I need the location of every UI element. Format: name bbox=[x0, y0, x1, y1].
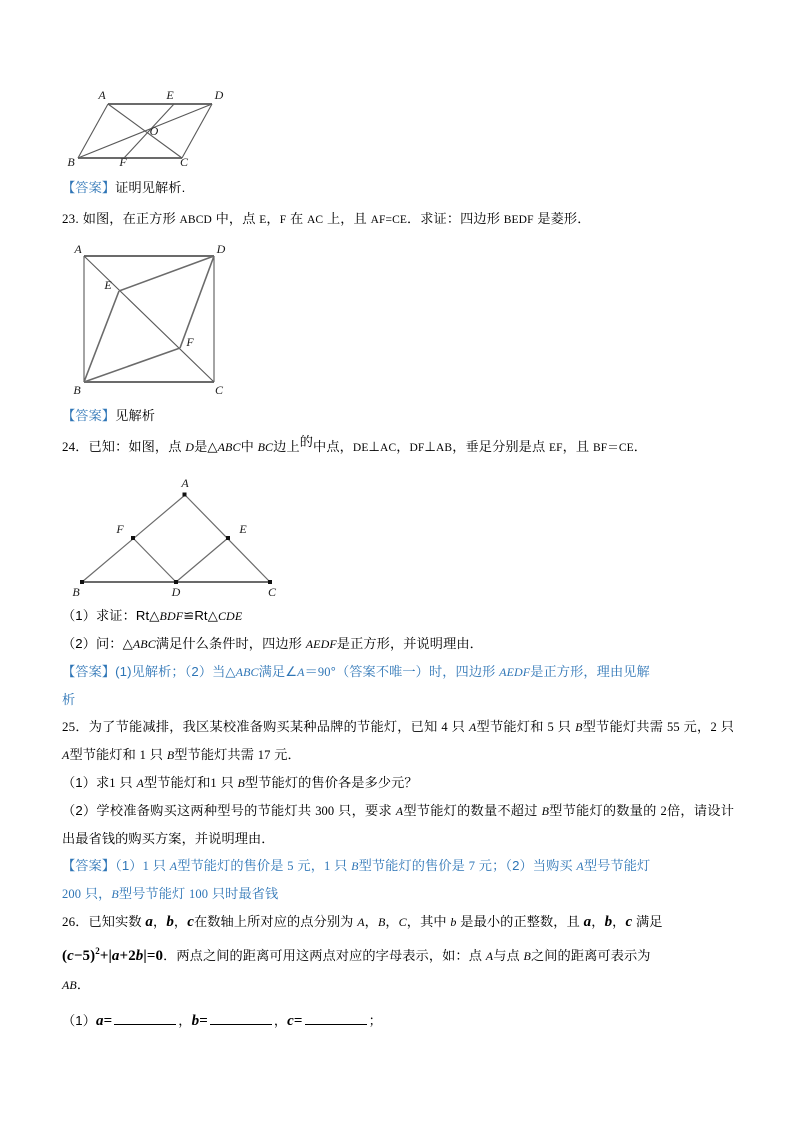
q25-t4: 只 bbox=[553, 719, 576, 734]
label-E: E bbox=[166, 88, 174, 102]
q25-t1: ．为了节能减排，我区某校准备购买某种品牌的节能灯，已知 bbox=[75, 719, 442, 734]
q26-t5: ， bbox=[364, 914, 378, 929]
q24s2-t2: 是正方形，并说明理由． bbox=[336, 636, 483, 651]
q25s1-t2: 型节能灯和 bbox=[143, 775, 211, 790]
q26-point-a2: A bbox=[485, 949, 494, 963]
q23-t1: . 如图，在正方形 bbox=[75, 211, 180, 226]
ans25-p5: 只 bbox=[330, 858, 352, 873]
ans24-p4: °（答案不唯一）时，四边形 bbox=[330, 664, 500, 679]
q24-t3: 中 bbox=[240, 439, 258, 454]
ans25-p13: 只时最省钱 bbox=[208, 886, 279, 901]
q26s1-eq1: = bbox=[103, 1013, 113, 1029]
q26-t14: 之间的距离可表示为 bbox=[530, 948, 651, 963]
ans25-p11: 型号节能灯 bbox=[118, 886, 190, 901]
q24-t9: ，垂足分别是点 bbox=[452, 439, 549, 454]
question-26-ab-line bbox=[62, 971, 734, 999]
q23-shape-abcd: ABCD bbox=[179, 214, 212, 226]
q23-t5: 上，且 bbox=[323, 211, 371, 226]
formula-close-paren: ) bbox=[90, 948, 96, 964]
answer-tag: 【答案】 bbox=[62, 664, 116, 679]
q26-t7: ，其中 bbox=[406, 914, 451, 929]
q23-t3: ， bbox=[266, 211, 280, 226]
q25-t3: 型节能灯和 bbox=[476, 719, 548, 734]
q25-n2: 5 bbox=[547, 720, 554, 734]
q26s1-semi: ； bbox=[368, 1013, 382, 1028]
q25s2-n1: 300 bbox=[315, 804, 335, 818]
figure-triangle-abc bbox=[62, 470, 734, 598]
label-D: D bbox=[214, 88, 224, 102]
q26-bvar: b bbox=[450, 915, 457, 929]
answer-line-23 bbox=[62, 402, 734, 429]
ans25-type-b: B bbox=[351, 859, 359, 873]
q25s1-n2: 1 bbox=[210, 776, 217, 790]
q26-var-b: b bbox=[166, 914, 174, 930]
q24s2-t1: 满足什么条件时，四边形 bbox=[155, 636, 306, 651]
q24-t2: 是△ bbox=[194, 439, 218, 454]
ans24-p6: 析 bbox=[62, 692, 76, 707]
question-number-23: 23 bbox=[62, 211, 76, 226]
ans25-qty-a: 200 bbox=[62, 887, 82, 901]
ans25-p3: 型节能灯的售价是 bbox=[177, 858, 288, 873]
q26-t12: ．两点之间的距离可用这两点对应的字母表示，如：点 bbox=[163, 948, 486, 963]
q25s2-t1: 只，要求 bbox=[334, 803, 396, 818]
q26-t4: 在数轴上所对应的点分别为 bbox=[193, 914, 358, 929]
vertex-dot-e bbox=[226, 536, 230, 540]
label-A: A bbox=[181, 476, 189, 490]
ans25-p2: 只 bbox=[148, 858, 170, 873]
q24-point-d: D bbox=[185, 440, 195, 454]
q24-perp-de: DE bbox=[352, 442, 369, 454]
q25s1-n1: 1 bbox=[109, 776, 116, 790]
q25s1-t3: 只 bbox=[216, 775, 238, 790]
q26-var-b2: b bbox=[604, 914, 613, 930]
q25-type-b2: B bbox=[166, 748, 175, 762]
q24-t11: ． bbox=[633, 439, 648, 454]
answer-blank-a[interactable] bbox=[114, 1012, 176, 1025]
question-23-text bbox=[62, 205, 734, 234]
q26-t3: ， bbox=[173, 914, 188, 929]
answer-text: 见解析 bbox=[115, 408, 156, 423]
q26-t13: 与点 bbox=[493, 948, 524, 963]
q25-n6: 17 bbox=[257, 748, 271, 762]
q24-t8: ⊥ bbox=[424, 439, 437, 454]
ans25-p8: 型号节能灯 bbox=[583, 858, 651, 873]
q24-triangle-abc: ABC bbox=[217, 440, 241, 454]
ans24-quad: AEDF bbox=[499, 665, 531, 679]
q24s1-t2: Rt△ bbox=[194, 608, 218, 623]
q24-segment-bc: BC bbox=[257, 440, 274, 454]
q25-n4: 2 bbox=[710, 720, 717, 734]
answer-line-25-cont bbox=[62, 880, 734, 908]
q25-n5: 1 bbox=[139, 748, 146, 762]
q26-point-b: B bbox=[377, 915, 386, 929]
answer-line-22 bbox=[62, 174, 734, 201]
q23-t6: ．求证：四边形 bbox=[406, 211, 504, 226]
label-F: F bbox=[186, 335, 194, 349]
question-24-text bbox=[62, 433, 734, 462]
formula-b: b bbox=[135, 948, 144, 964]
q24s1-bdf: BDF bbox=[159, 609, 184, 623]
q24-perp-ac: AC bbox=[380, 442, 397, 454]
q24-t1: ．已知：如图，点 bbox=[75, 439, 186, 454]
ans24-p2: 满足∠ bbox=[258, 664, 298, 679]
q23-condition: AF=CE bbox=[370, 214, 407, 226]
ans25-p6: 型节能灯的售价是 bbox=[358, 858, 469, 873]
q25-n3: 55 bbox=[667, 720, 680, 734]
vertex-dot-b bbox=[80, 580, 84, 584]
q24s2-quad: AEDF bbox=[305, 637, 337, 651]
q25-type-a: A bbox=[468, 720, 477, 734]
label-B: B bbox=[73, 383, 81, 396]
q25-type-a2: A bbox=[62, 748, 70, 762]
q25-t11: 元． bbox=[270, 747, 301, 762]
answer-tag: 【答案】 bbox=[62, 180, 116, 195]
q25-t8: 型节能灯和 bbox=[69, 747, 140, 762]
q25s2-prefix: （2）学校准备购买这两种型号的节能灯共 bbox=[62, 803, 316, 818]
q26s1-c2: ， bbox=[273, 1013, 288, 1028]
formula-c: c bbox=[67, 948, 74, 964]
q25s1-t4: 型节能灯的售价各是多少元？ bbox=[244, 775, 418, 790]
ans24-triangle: ABC bbox=[235, 665, 259, 679]
q25s1-type-a: A bbox=[136, 776, 144, 790]
answer-blank-c[interactable] bbox=[305, 1012, 367, 1025]
ans25-type-a2: A bbox=[576, 859, 584, 873]
label-A: A bbox=[98, 88, 106, 102]
q26-t8: 是最小的正整数，且 bbox=[456, 914, 584, 929]
formula-two: 2 bbox=[128, 948, 136, 964]
label-B: B bbox=[67, 155, 75, 168]
q26-t10: ， bbox=[612, 914, 626, 929]
q24-t10: ，且 bbox=[562, 439, 593, 454]
q26-var-a2: a bbox=[583, 914, 592, 930]
ans25-type-a: A bbox=[169, 859, 178, 873]
question-number-25: 25 bbox=[62, 719, 76, 734]
ans25-n3: 1 bbox=[323, 859, 331, 873]
question-26-text bbox=[62, 908, 734, 936]
ans24-angle: A bbox=[297, 665, 305, 679]
question-number-26: 26 bbox=[62, 914, 76, 929]
q26-t16: ． bbox=[76, 977, 91, 992]
q24s2-prefix: （2）问：△ bbox=[62, 636, 133, 651]
q26-t2: ， bbox=[153, 914, 167, 929]
label-D: D bbox=[216, 244, 226, 256]
question-number-24: 24 bbox=[62, 439, 76, 454]
document-content bbox=[62, 86, 734, 1035]
q25-t10: 型节能灯共需 bbox=[174, 747, 258, 762]
q23-shape-bedf: BEDF bbox=[503, 214, 534, 226]
q24s1-cong: ≌ bbox=[183, 608, 195, 623]
answer-tag: 【答案】 bbox=[62, 858, 116, 873]
label-O: O bbox=[149, 124, 159, 138]
label-C: C bbox=[214, 383, 224, 396]
formula-a: a bbox=[111, 948, 120, 964]
vertex-dot-f bbox=[131, 536, 135, 540]
q25s2-type-b: B bbox=[541, 804, 550, 818]
question-24-sub2 bbox=[62, 630, 734, 658]
answer-text: 证明见解析. bbox=[115, 180, 186, 195]
question-25-sub1 bbox=[62, 769, 734, 797]
q26s1-c1: ， bbox=[178, 1013, 192, 1028]
q26-t9: ， bbox=[591, 914, 605, 929]
q25s2-t2: 型节能灯的数量不超过 bbox=[403, 803, 542, 818]
q24s1-cde: CDE bbox=[217, 609, 243, 623]
q26s1-eq3: = bbox=[293, 1013, 303, 1029]
formula-plus2: + bbox=[119, 948, 129, 964]
ans24-p3: ＝ bbox=[304, 664, 318, 679]
ans25-p1: （1） bbox=[115, 858, 143, 873]
answer-blank-b[interactable] bbox=[210, 1012, 272, 1025]
ans25-n1: 1 bbox=[142, 859, 149, 873]
q25-n1: 4 bbox=[441, 720, 448, 734]
question-25-sub2 bbox=[62, 797, 734, 852]
q23-segment-ac: AC bbox=[307, 214, 324, 226]
formula-abs-open: | bbox=[108, 948, 112, 964]
q26-t1: ．已知实数 bbox=[75, 914, 146, 929]
label-E: E bbox=[239, 522, 247, 536]
figure-square-abcd bbox=[62, 244, 734, 396]
q24s1-prefix: （1）求证：Rt△ bbox=[62, 608, 160, 623]
ans24-p5: 是正方形，理由见解 bbox=[530, 664, 650, 679]
q26-point-a: A bbox=[357, 915, 365, 929]
ans25-type-b2: B bbox=[111, 887, 119, 901]
q26-var-c: c bbox=[187, 914, 194, 930]
q24-t4b: 的 bbox=[299, 434, 314, 449]
q26s1-var-b: b bbox=[191, 1013, 200, 1029]
label-A: A bbox=[74, 244, 82, 256]
q25s2-type-a: A bbox=[395, 804, 404, 818]
q25s1-prefix: （1）求 bbox=[62, 775, 110, 790]
answer-tag: 【答案】 bbox=[62, 408, 116, 423]
q25s2-t4: 倍，请设计出最省钱的购买方案，并说明理由． bbox=[62, 803, 735, 846]
q23-t7: 是菱形． bbox=[533, 211, 591, 226]
q25s1-type-b: B bbox=[237, 776, 245, 790]
q24-feet-ef: EF bbox=[549, 442, 563, 454]
q23-point-e: E bbox=[259, 214, 267, 226]
q24-t6: ⊥ bbox=[368, 439, 381, 454]
q24-perp-ab: AB bbox=[436, 442, 453, 454]
answer-line-25 bbox=[62, 852, 734, 880]
q26-point-b2: B bbox=[523, 949, 531, 963]
label-F: F bbox=[119, 155, 127, 168]
formula-plus: + bbox=[99, 948, 109, 964]
label-D: D bbox=[171, 585, 181, 598]
q25s1-t1: 只 bbox=[115, 775, 137, 790]
ans24-degree: 90 bbox=[317, 665, 331, 679]
parallelogram-svg bbox=[62, 86, 292, 168]
vertex-dot-c bbox=[268, 580, 272, 584]
formula-zero: 0 bbox=[155, 948, 164, 964]
q25-t2: 只 bbox=[447, 719, 469, 734]
ans25-qty-b: 100 bbox=[189, 887, 209, 901]
q26-t11: 满足 bbox=[632, 914, 663, 929]
ans25-p10: 只， bbox=[81, 886, 112, 901]
q25-t9: 只 bbox=[146, 747, 167, 762]
ans25-price-a: 5 bbox=[287, 859, 294, 873]
answer-line-24-cont bbox=[62, 686, 734, 713]
q24-t7: ， bbox=[396, 439, 410, 454]
q24s2-triangle: ABC bbox=[132, 637, 156, 651]
q23-t4: 在 bbox=[286, 211, 308, 226]
formula-five: 5 bbox=[82, 948, 91, 964]
formula-exponent: 2 bbox=[95, 946, 100, 956]
q24-perp-df: DF bbox=[409, 442, 425, 454]
q26-point-c: C bbox=[398, 915, 407, 929]
question-26-sub1 bbox=[62, 1007, 734, 1035]
q26s1-eq2: = bbox=[199, 1013, 208, 1029]
question-25-text bbox=[62, 713, 734, 769]
label-E: E bbox=[104, 278, 112, 292]
q23-t2: 中，点 bbox=[211, 211, 260, 226]
formula-minus: − bbox=[73, 948, 83, 964]
label-C: C bbox=[179, 155, 189, 168]
q26s1-prefix: （1） bbox=[62, 1013, 97, 1028]
q26-var-c2: c bbox=[625, 914, 633, 930]
ans25-price-b: 7 bbox=[468, 859, 476, 873]
figure-parallelogram-abcd bbox=[62, 86, 734, 168]
vertex-dot-d bbox=[174, 580, 178, 584]
formula-open-paren: ( bbox=[62, 948, 68, 964]
q25-t6: 元， bbox=[679, 719, 711, 734]
triangle-svg bbox=[62, 470, 302, 598]
q26-distance-ab: AB bbox=[62, 978, 77, 992]
label-F: F bbox=[116, 522, 124, 536]
formula-abs-close: | bbox=[143, 948, 147, 964]
square-svg bbox=[62, 244, 292, 396]
q25s2-n2: 2 bbox=[660, 804, 667, 818]
ans25-p4: 元， bbox=[293, 858, 324, 873]
q24-t4: 边上 bbox=[273, 439, 300, 454]
answer-line-24 bbox=[62, 658, 734, 686]
q26s1-var-a: a bbox=[96, 1013, 104, 1029]
q23-point-f: F bbox=[279, 214, 287, 226]
ans25-p7: 元；（2）当购买 bbox=[475, 858, 577, 873]
q25-t5: 型节能灯共需 bbox=[582, 719, 668, 734]
label-B: B bbox=[72, 585, 80, 598]
q26-var-a: a bbox=[145, 914, 154, 930]
question-24-sub1 bbox=[62, 602, 734, 630]
q24-condition: BF＝CE bbox=[592, 442, 634, 454]
formula-equals: = bbox=[146, 948, 156, 964]
q25-type-b: B bbox=[575, 720, 583, 734]
label-C: C bbox=[267, 585, 277, 598]
ans24-p1: (1)见解析；（2）当△ bbox=[115, 664, 236, 679]
q24-t5: 中点， bbox=[313, 439, 353, 454]
q25-t7: 只 bbox=[716, 719, 734, 734]
q26s1-var-c: c bbox=[287, 1013, 294, 1029]
question-26-formula-line bbox=[62, 936, 734, 971]
vertex-dot-a bbox=[183, 493, 187, 497]
q26-formula bbox=[62, 948, 163, 964]
q25s2-t3: 型节能灯的数量的 bbox=[549, 803, 661, 818]
q26-t6: ， bbox=[385, 914, 399, 929]
